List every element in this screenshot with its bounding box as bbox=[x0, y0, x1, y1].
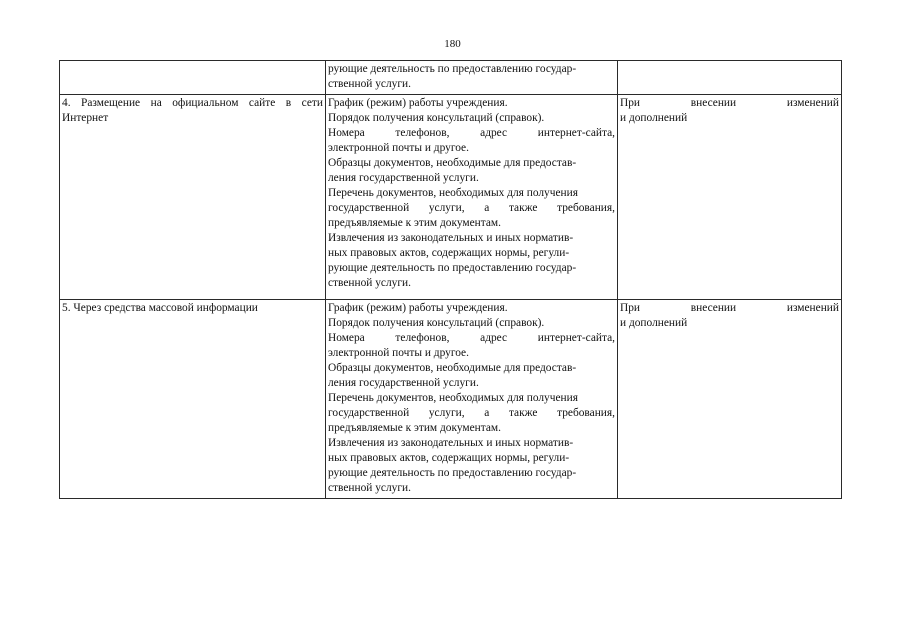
row1-col2-line: Перечень документов, необходимых для получения bbox=[328, 187, 578, 199]
row1-col1-cell bbox=[60, 95, 326, 300]
row2-col3-cell bbox=[618, 300, 842, 499]
table-row-website bbox=[60, 95, 842, 300]
document-table bbox=[59, 60, 842, 499]
row0-col2-line: рующие деятельность по предоставлению государ- bbox=[328, 63, 577, 75]
row0-col1-cell bbox=[60, 61, 326, 95]
page-number: 180 bbox=[444, 38, 461, 50]
row2-col3-line: При внесении изменений bbox=[620, 302, 839, 314]
row2-col2-line: электронной почты и другое. bbox=[328, 347, 469, 359]
row1-col2-line: рующие деятельность по предоставлению государ- bbox=[328, 262, 577, 274]
row2-col2-line: Номера телефонов, адрес интернет-сайта, bbox=[328, 332, 615, 344]
row1-col2-line: ления государственной услуги. bbox=[328, 172, 479, 184]
row2-col2-line: рующие деятельность по предоставлению государ- bbox=[328, 467, 577, 479]
row1-col2-line: Порядок получения консультаций (справок). bbox=[328, 112, 545, 124]
row2-col2-line: ления государственной услуги. bbox=[328, 377, 479, 389]
row1-col2-cell bbox=[326, 95, 618, 300]
row1-col2-line: предъявляемые к этим документам. bbox=[328, 217, 501, 229]
row0-col2-cell bbox=[326, 61, 618, 95]
row1-col2-line: График (режим) работы учреждения. bbox=[328, 97, 508, 109]
row1-col3-cell bbox=[618, 95, 842, 300]
row1-col2-line: ных правовых актов, содержащих нормы, регули- bbox=[328, 247, 570, 259]
table-row-continuation bbox=[60, 61, 842, 95]
row0-col3-cell bbox=[618, 61, 842, 95]
row2-col1-line: 5. Через средства массовой информации bbox=[62, 302, 258, 314]
row2-col2-line: государственной услуги, а также требования, bbox=[328, 407, 615, 419]
row1-col2-line: Образцы документов, необходимые для предостав- bbox=[328, 157, 577, 169]
row2-col2-line: Извлечения из законодательных и иных норматив- bbox=[328, 437, 574, 449]
row1-col1-line: 4. Размещение на официальном сайте в сети bbox=[62, 97, 323, 109]
row0-col2-line: ственной услуги. bbox=[328, 78, 411, 90]
row2-col2-line: Перечень документов, необходимых для получения bbox=[328, 392, 578, 404]
row1-col3-line: и дополнений bbox=[620, 112, 688, 124]
row1-col2-line: государственной услуги, а также требования, bbox=[328, 202, 615, 214]
row2-col2-line: ственной услуги. bbox=[328, 482, 411, 494]
row1-col1-line: Интернет bbox=[62, 112, 109, 124]
row1-col3-line: При внесении изменений bbox=[620, 97, 839, 109]
table-row-media bbox=[60, 300, 842, 499]
row2-col1-cell bbox=[60, 300, 326, 499]
row1-col2-line: ственной услуги. bbox=[328, 277, 411, 289]
row1-col2-line: электронной почты и другое. bbox=[328, 142, 469, 154]
row1-col2-line: Номера телефонов, адрес интернет-сайта, bbox=[328, 127, 615, 139]
row2-col2-line: ных правовых актов, содержащих нормы, регули- bbox=[328, 452, 570, 464]
row1-col2-line: Извлечения из законодательных и иных норматив- bbox=[328, 232, 574, 244]
row2-col2-cell bbox=[326, 300, 618, 499]
row2-col2-line: График (режим) работы учреждения. bbox=[328, 302, 508, 314]
row2-col2-line: Образцы документов, необходимые для предостав- bbox=[328, 362, 577, 374]
row2-col2-line: предъявляемые к этим документам. bbox=[328, 422, 501, 434]
row2-col3-line: и дополнений bbox=[620, 317, 688, 329]
row2-col2-line: Порядок получения консультаций (справок). bbox=[328, 317, 545, 329]
